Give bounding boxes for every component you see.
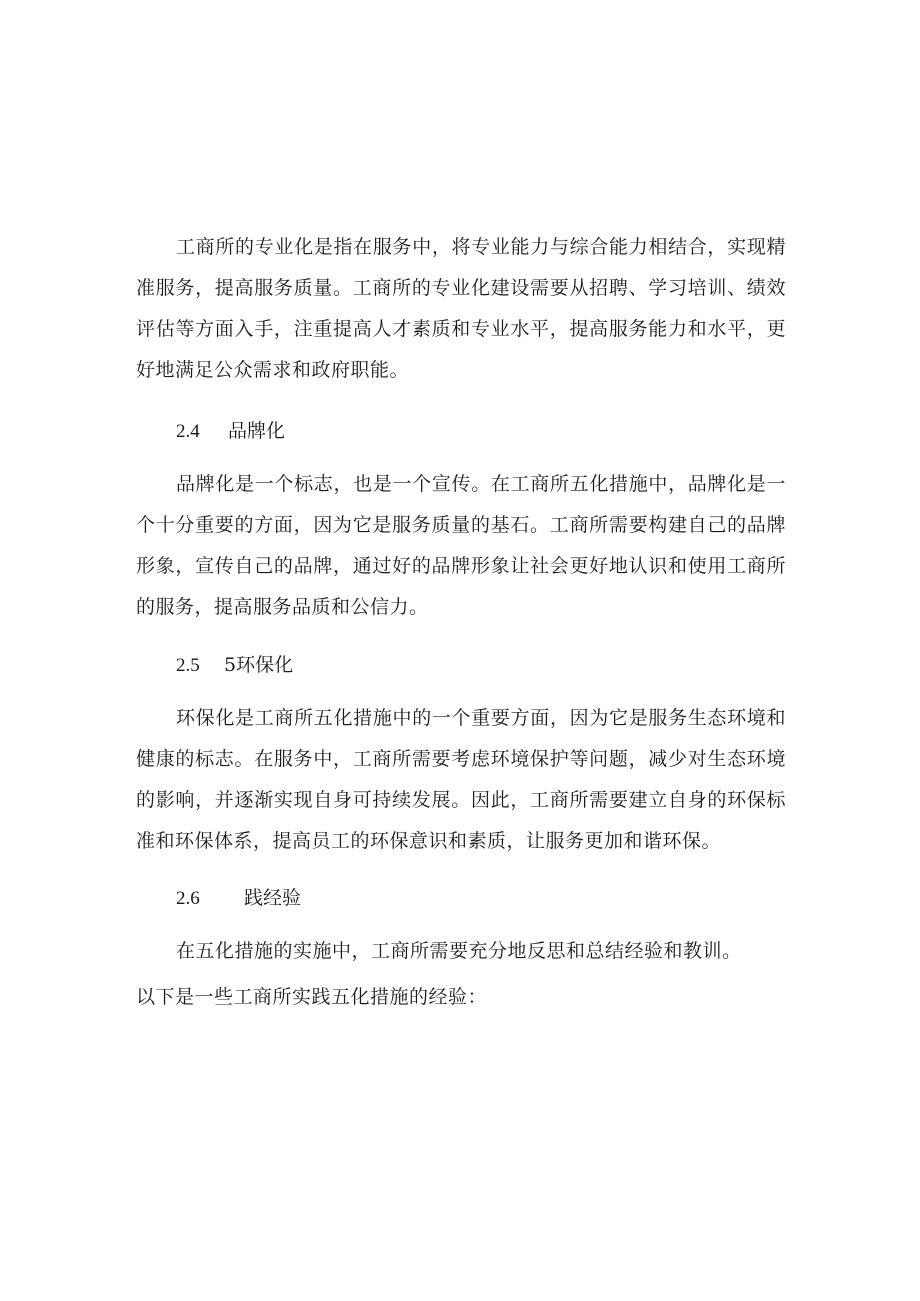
section-heading-2-4 [176,416,285,447]
section-title: 践经验 [244,887,302,909]
paragraph-branding: 品牌化是一个标志，也是一个宣传。在工商所五化措施中，品牌化是一个十分重要的方面，因为它是服务质量的基石。工商所需要构建自己的品牌形象，宣传自己的品牌，通过好的品牌形象让社会更好地认识和使用工商所的服务，提高服务品质和公信力。 [136,473,786,618]
paragraph-experience-line-2: 以下是一些工商所实践五化措施的经验： [136,986,488,1008]
section-title: 品牌化 [228,420,286,442]
section-heading-2-5 [176,650,293,681]
paragraph-professionalization: 工商所的专业化是指在服务中，将专业能力与综合能力相结合，实现精准服务，提高服务质量。工商所的专业化建设需要从招聘、学习培训、绩效评估等方面入手，注重提高人才素质和专业水平，提高服务能力和水平，更好地满足公众需求和政府职能。 [136,236,786,381]
section-number: 2.6 [176,888,200,909]
paragraph-experience-line-1: 在五化措施的实施中，工商所需要充分地反思和总结经验和教训。 [176,940,742,962]
paragraph-environmental: 环保化是工商所五化措施中的一个重要方面，因为它是服务生态环境和健康的标志。在服务中，工商所需要考虑环境保护等问题，减少对生态环境的影响，并逐渐实现自身可持续发展。因此，工商所需要建立自身的环保标准和环保体系，提高员工的环保意识和素质，让服务更加和谐环保。 [136,707,786,852]
section-heading-2-6 [176,883,301,914]
section-title: 5环保化 [224,654,294,676]
section-number: 2.4 [176,421,200,442]
section-number: 2.5 [176,655,200,676]
